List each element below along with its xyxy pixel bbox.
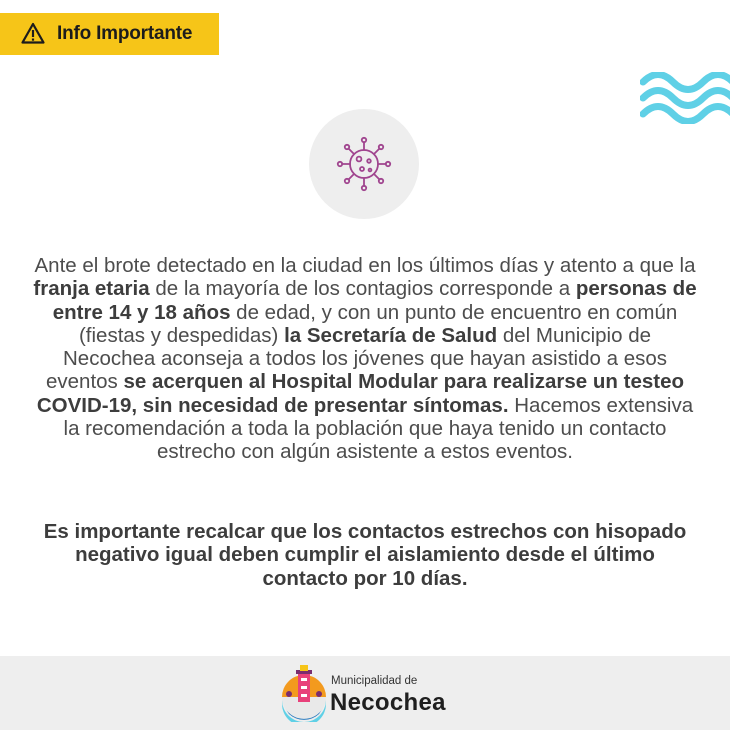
main-announcement-text <box>30 254 700 464</box>
virus-icon-circle <box>309 109 419 219</box>
isolation-reminder-text: Es importante recalcar que los contactos estrechos con hisopado negativo igual deben cumplir el aislamiento desde el último contacto por 10 días. <box>43 520 687 590</box>
virus-icon <box>336 136 392 192</box>
waves-decoration <box>640 72 730 124</box>
footer <box>0 656 730 730</box>
body-text-segment: de la mayoría de los contagios corresponde a <box>149 277 576 301</box>
body-text-segment: del Municipio de Necochea aconseja a todos los jóvenes que hayan asistido a esos eventos <box>45 323 667 394</box>
body-text-bold-segment: franja etaria <box>33 277 150 301</box>
badge-label: Info Importante <box>57 23 193 44</box>
body-text-bold-segment: se acerquen al Hospital Modular para realizarse un testeo COVID-19, sin necesidad de presentar síntomas. <box>36 370 685 417</box>
body-text-segment: Ante el brote detectado en la ciudad en los últimos días y atento a que la <box>34 254 696 277</box>
body-text-bold-segment: personas de entre 14 y 18 años <box>52 277 697 324</box>
body-text-segment: Hacemos extensiva la recomendación a toda la población que haya tenido un contacto estrecho con algún asistente a estos eventos. <box>63 393 694 464</box>
body-text-bold-segment: la Secretaría de Salud <box>284 323 498 347</box>
necochea-lighthouse-logo <box>281 664 327 722</box>
municipality-label: Municipalidad de <box>331 675 418 687</box>
city-name: Necochea <box>330 689 446 716</box>
info-important-badge <box>0 13 219 55</box>
body-text-segment: de edad, y con un punto de encuentro en común (fiestas y despedidas) <box>78 300 678 347</box>
warning-triangle-icon <box>21 22 45 44</box>
